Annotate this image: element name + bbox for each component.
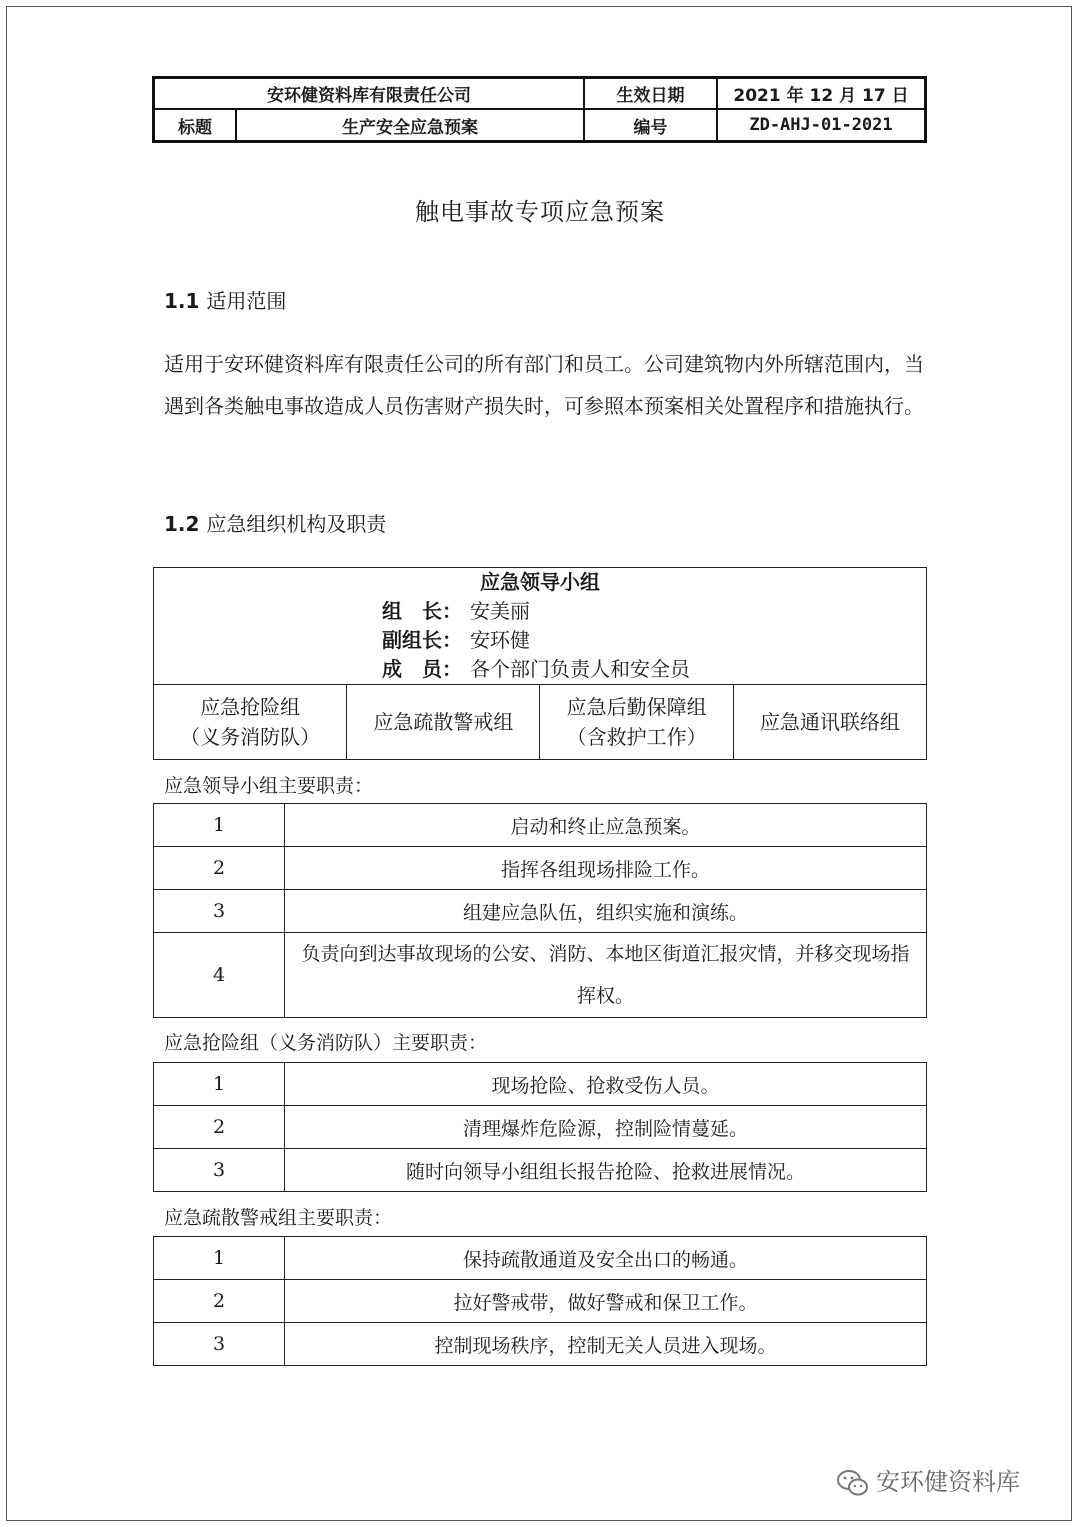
row-number: 2: [154, 847, 285, 890]
communication-group-cell: 应急通讯联络组: [733, 685, 926, 760]
lead-duties-table: [153, 803, 927, 1018]
row-number: 2: [154, 1280, 285, 1323]
rescue-duties-caption: 应急抢险组（义务消防队）主要职责：: [164, 1032, 488, 1054]
logistics-group-cell: [540, 685, 733, 760]
row-number: 2: [154, 1106, 285, 1149]
row-text: 启动和终止应急预案。: [285, 804, 927, 847]
section-2-number: 1.2: [164, 512, 200, 536]
section-1-number: 1.1: [164, 289, 200, 313]
code-label: 编号: [584, 109, 717, 142]
document-title: 触电事故专项应急预案: [415, 198, 665, 226]
watermark-text: 安环健资料库: [876, 1468, 1020, 1496]
leader-key: 组 长：: [382, 599, 462, 623]
evacuation-duties-caption: 应急疏散警戒组主要职责：: [164, 1207, 393, 1229]
row-text: 保持疏散通道及安全出口的畅通。: [285, 1237, 927, 1280]
table-row: [154, 890, 927, 933]
row-text: 拉好警戒带，做好警戒和保卫工作。: [285, 1280, 927, 1323]
logistics-group-name: 应急后勤保障组: [566, 695, 707, 719]
row-number: 3: [154, 890, 285, 933]
row-number: 1: [154, 1063, 285, 1106]
rescue-group-cell: [154, 685, 347, 760]
title-label: 标题: [154, 109, 237, 142]
rescue-group-note: （义务消防队）: [180, 725, 321, 749]
table-row: [154, 1149, 927, 1192]
table-row: [154, 933, 927, 1018]
evacuation-group-cell: 应急疏散警戒组: [347, 685, 540, 760]
row-text: 负责向到达事故现场的公安、消防、本地区街道汇报灾情，并移交现场指挥权。: [285, 933, 927, 1018]
org-structure-table: [153, 567, 927, 760]
row-number: 1: [154, 1237, 285, 1280]
row-number: 3: [154, 1323, 285, 1366]
vice-leader-line: [154, 626, 926, 655]
members-line: [154, 655, 926, 684]
table-row: [154, 804, 927, 847]
table-row: [154, 1237, 927, 1280]
vice-leader-value: 安环健: [470, 628, 530, 652]
section-1-title: 适用范围: [206, 289, 287, 313]
rescue-duties-table: [153, 1062, 927, 1192]
table-row: [154, 1280, 927, 1323]
leader-line: [154, 597, 926, 626]
code-value: ZD-AHJ-01-2021: [717, 109, 926, 142]
row-text: 清理爆炸危险源，控制险情蔓延。: [285, 1106, 927, 1149]
row-text: 组建应急队伍，组织实施和演练。: [285, 890, 927, 933]
row-text: 现场抢险、抢救受伤人员。: [285, 1063, 927, 1106]
table-row: [154, 1063, 927, 1106]
company-name: 安环健资料库有限责任公司: [154, 78, 585, 110]
row-number: 4: [154, 933, 285, 1018]
vice-leader-key: 副组长：: [382, 628, 462, 652]
wechat-icon: [836, 1468, 876, 1496]
document-header-table: [152, 76, 927, 143]
watermark: [836, 1462, 1020, 1498]
section-2-heading: [164, 508, 386, 537]
rescue-group-name: 应急抢险组: [200, 695, 301, 719]
row-text: 随时向领导小组组长报告抢险、抢救进展情况。: [285, 1149, 927, 1192]
row-text: 控制现场秩序，控制无关人员进入现场。: [285, 1323, 927, 1366]
row-number: 1: [154, 804, 285, 847]
table-row: [154, 847, 927, 890]
lead-group-title: 应急领导小组: [480, 570, 600, 594]
members-key: 成 员：: [382, 657, 462, 681]
section-1-body: 适用于安环健资料库有限责任公司的所有部门和员工。公司建筑物内外所辖范围内，当遇到各类触电事故造成人员伤害财产损失时，可参照本预案相关处置程序和措施执行。: [164, 352, 924, 418]
table-row: [154, 1106, 927, 1149]
logistics-group-note: （含救护工作）: [566, 725, 707, 749]
row-text: 指挥各组现场排险工作。: [285, 847, 927, 890]
effective-date-value: 2021 年 12 月 17 日: [717, 78, 926, 110]
table-row: [154, 1323, 927, 1366]
members-value: 各个部门负责人和安全员: [470, 657, 690, 681]
lead-duties-caption: 应急领导小组主要职责：: [164, 775, 374, 797]
section-1-heading: [164, 285, 286, 314]
row-number: 3: [154, 1149, 285, 1192]
leader-value: 安美丽: [470, 599, 530, 623]
section-2-title: 应急组织机构及职责: [206, 512, 387, 536]
evacuation-duties-table: [153, 1236, 927, 1366]
title-value: 生产安全应急预案: [236, 109, 584, 142]
effective-date-label: 生效日期: [584, 78, 717, 110]
lead-group-cell: [154, 568, 927, 685]
